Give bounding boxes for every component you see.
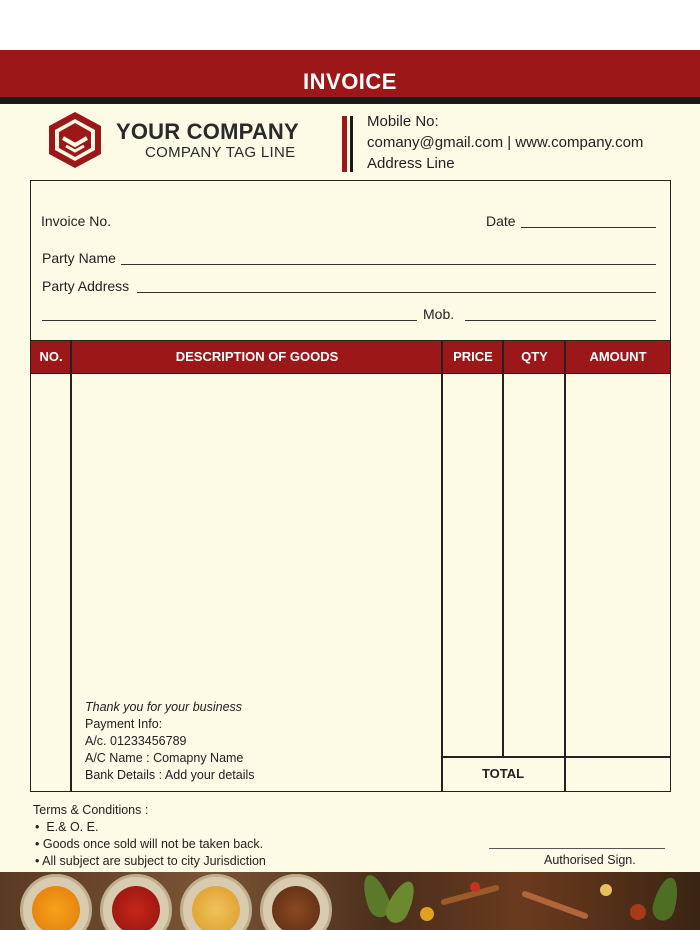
col-price: PRICE <box>453 349 493 364</box>
company-name: YOUR COMPANY <box>116 119 299 144</box>
company-tagline: COMPANY TAG LINE <box>145 144 296 161</box>
header-divider-red <box>342 116 347 172</box>
address-line: Address Line <box>367 155 455 172</box>
terms-item: • E.& O. E. <box>35 820 99 834</box>
col-divider-1 <box>70 340 72 792</box>
col-qty: QTY <box>521 349 548 364</box>
mob-field[interactable] <box>465 320 656 321</box>
col-divider-2 <box>441 340 443 792</box>
party-address-field[interactable] <box>137 292 656 293</box>
col-no: NO. <box>39 349 63 364</box>
mob-label: Mob. <box>423 306 455 322</box>
top-margin <box>0 0 700 50</box>
signature-label: Authorised Sign. <box>544 853 636 867</box>
title-underline <box>0 97 700 104</box>
party-name-field[interactable] <box>121 264 656 265</box>
spice-dot <box>630 904 646 920</box>
col-description: DESCRIPTION OF GOODS <box>175 349 339 364</box>
spice-banner-image <box>0 872 700 930</box>
party-address-label: Party Address <box>42 278 130 294</box>
party-address-field-2[interactable] <box>42 320 417 321</box>
account-name: A/C Name : Comapny Name <box>85 751 244 765</box>
mobile-label: Mobile No: <box>367 113 439 130</box>
payment-info-label: Payment Info: <box>85 717 163 731</box>
spice-bowl <box>100 874 172 930</box>
items-table-header <box>30 340 671 374</box>
leaf-shape <box>650 875 683 923</box>
terms-item-text: Goods once sold will not be taken back. <box>42 837 264 851</box>
email-website: comany@gmail.com | www.company.com <box>367 134 644 151</box>
terms-item: • Goods once sold will not be taken back. <box>35 837 264 851</box>
spice-dot <box>600 884 612 896</box>
date-label: Date <box>486 213 516 229</box>
total-label: TOTAL <box>481 766 525 781</box>
thanks-note: Thank you for your business <box>85 700 243 714</box>
title-bar <box>0 50 700 97</box>
bank-details: Bank Details : Add your details <box>85 768 255 782</box>
leaf-shape <box>382 877 421 926</box>
spice-dot <box>470 882 480 892</box>
spice-bowl <box>180 874 252 930</box>
party-name-label: Party Name <box>42 250 116 266</box>
spice-bowl <box>260 874 332 930</box>
col-amount: AMOUNT <box>589 349 647 364</box>
col-divider-3 <box>502 340 504 757</box>
terms-heading: Terms & Conditions : <box>33 803 149 817</box>
terms-item: • All subject are subject to city Jurisdiction <box>35 854 266 868</box>
signature-line <box>489 848 665 849</box>
company-logo-icon <box>46 110 104 170</box>
invoice-no-label: Invoice No. <box>41 213 112 229</box>
date-field[interactable] <box>521 227 656 228</box>
spice-dot <box>420 907 434 921</box>
col-divider-4 <box>564 340 566 792</box>
header-divider-black <box>350 116 353 172</box>
cinnamon-stick <box>521 890 589 920</box>
invoice-title: INVOICE <box>303 69 397 94</box>
account-number: A/c. 01233456789 <box>85 734 187 748</box>
spice-bowl <box>20 874 92 930</box>
terms-item-text: All subject are subject to city Jurisdiction <box>42 854 266 868</box>
terms-item-text: E.& O. E. <box>46 820 99 834</box>
